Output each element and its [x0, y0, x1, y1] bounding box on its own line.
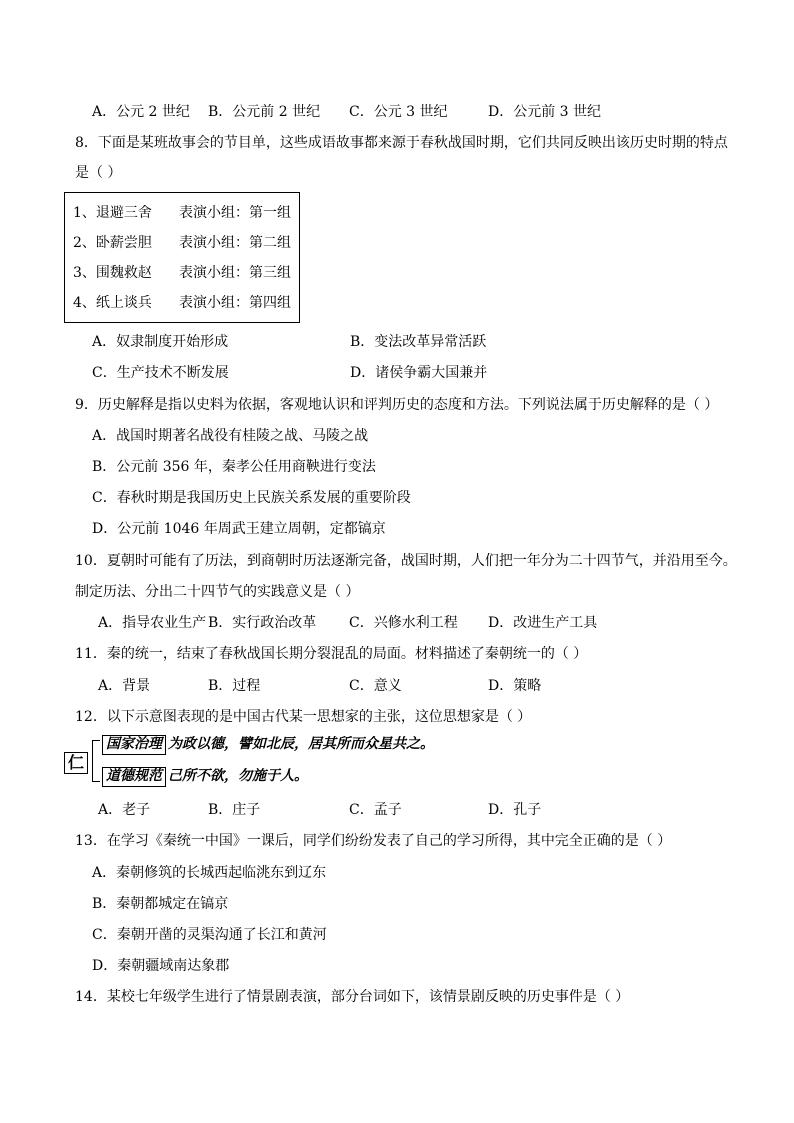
q8-option-a: A．奴隶制度开始形成 [92, 334, 229, 350]
q9-stem: 9．历史解释是指以史料为依据，客观地认识和评判历史的态度和方法。下列说法属于历史解释的是（ ） [75, 397, 719, 413]
q9-option-a: A．战国时期著名战役有桂陵之战、马陵之战 [92, 428, 369, 444]
ren-concept-diagram [64, 734, 444, 792]
program-item-2-group: 表演小组：第二组 [179, 235, 291, 251]
q12-option-d: D．孔子 [488, 802, 542, 818]
q10-stem-line1: 10．夏朝时可能有了历法，到商朝时历法逐渐完备，战国时期，人们把一年分为二十四节气，并沿用至今。 [75, 553, 737, 569]
q8-stem-line1: 8．下面是某班故事会的节目单，这些成语故事都来源于春秋战国时期，它们共同反映出该历史时期的特点 [75, 135, 728, 151]
q9-option-d: D．公元前 1046 年周武王建立周朝，定都镐京 [92, 521, 386, 537]
q12-option-a: A．老子 [98, 802, 151, 818]
quote-moral-norms: 己所不欲，勿施于人。 [168, 768, 308, 784]
q14-stem: 14．某校七年级学生进行了情景剧表演，部分台词如下，该情景剧反映的历史事件是（ ） [75, 989, 630, 1005]
q8-option-b: B．变法改革异常活跃 [350, 334, 487, 350]
tag-state-governance: 国家治理 [102, 735, 166, 755]
q12-option-b: B．庄子 [208, 802, 261, 818]
program-item-4-group: 表演小组：第四组 [179, 295, 291, 311]
program-item-3-title: 3、围魏救赵 [73, 265, 152, 281]
diagram-bracket [92, 740, 100, 782]
program-list-box [64, 192, 300, 323]
program-item-4-title: 4、纸上谈兵 [73, 295, 152, 311]
q13-option-d: D．秦朝疆域南达象郡 [92, 958, 230, 974]
program-item-1-group: 表演小组：第一组 [179, 205, 291, 221]
program-item-1-title: 1、退避三舍 [73, 205, 152, 221]
q10-option-d: D．改进生产工具 [488, 615, 598, 631]
ren-center-box: 仁 [64, 752, 88, 774]
tag-moral-norms: 道德规范 [102, 767, 166, 787]
q10-option-b: B．实行政治改革 [208, 615, 317, 631]
q11-option-a: A．背景 [98, 678, 151, 694]
q12-option-c: C．孟子 [349, 802, 402, 818]
q8-stem-line2: 是（ ） [75, 165, 122, 181]
q12-stem: 12．以下示意图表现的是中国古代某一思想家的主张，这位思想家是（ ） [75, 709, 532, 725]
q11-stem: 11．秦的统一，结束了春秋战国长期分裂混乱的局面。材料描述了秦朝统一的（ ） [75, 646, 588, 662]
q13-option-a: A．秦朝修筑的长城西起临洮东到辽东 [92, 865, 327, 881]
q9-option-b: B．公元前 356 年，秦孝公任用商鞅进行变法 [92, 459, 376, 475]
q13-stem: 13．在学习《秦统一中国》一课后，同学们纷纷发表了自己的学习所得，其中完全正确的是（ ） [75, 833, 672, 849]
q7-option-a: A．公元 2 世纪 [92, 104, 190, 120]
program-item-2-title: 2、卧薪尝胆 [73, 235, 152, 251]
q11-option-d: D．策略 [488, 678, 542, 694]
quote-state-governance: 为政以德，譬如北辰，居其所而众星共之。 [168, 736, 434, 752]
q8-option-d: D．诸侯争霸大国兼并 [350, 365, 488, 381]
q10-option-a: A．指导农业生产 [98, 615, 207, 631]
q7-option-c: C．公元 3 世纪 [349, 104, 448, 120]
q11-option-c: C．意义 [349, 678, 402, 694]
q7-option-b: B．公元前 2 世纪 [208, 104, 321, 120]
q13-option-b: B．秦朝都城定在镐京 [92, 896, 229, 912]
q9-option-c: C．春秋时期是我国历史上民族关系发展的重要阶段 [92, 490, 411, 506]
q11-option-b: B．过程 [208, 678, 261, 694]
q13-option-c: C．秦朝开凿的灵渠沟通了长江和黄河 [92, 927, 327, 943]
q10-option-c: C．兴修水利工程 [349, 615, 458, 631]
program-item-3-group: 表演小组：第三组 [179, 265, 291, 281]
q7-option-d: D．公元前 3 世纪 [488, 104, 602, 120]
q8-option-c: C．生产技术不断发展 [92, 365, 229, 381]
q10-stem-line2: 制定历法、分出二十四节气的实践意义是（ ） [75, 584, 360, 600]
